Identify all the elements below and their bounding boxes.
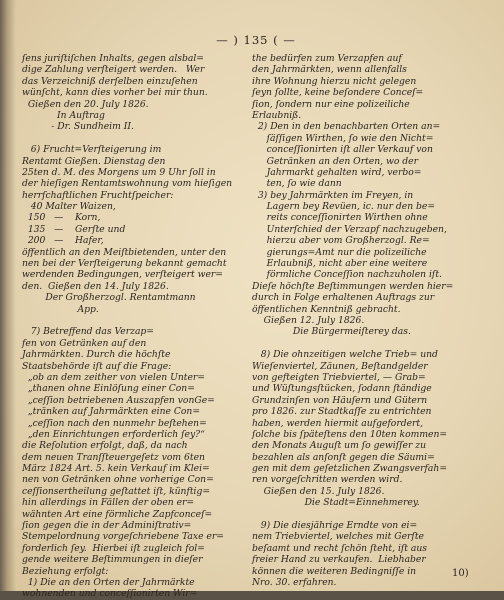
text-line: ten, ſo wie dann bbox=[252, 178, 342, 190]
text-line: Getränken an den Orten, wo der bbox=[252, 155, 419, 167]
text-line: Die Bürgermeiſterey das. bbox=[252, 326, 411, 338]
text-line: 1) Die an den Orten der Jahrmärkte bbox=[22, 576, 195, 588]
text-line: den. Gießen den 14. July 1826. bbox=[22, 280, 169, 292]
text-line: dem neuen Tranſſteuergeſetz vom 6ten bbox=[22, 451, 205, 463]
text-line: pro 1826. zur Stadtkaſſe zu entrichten bbox=[252, 406, 432, 418]
text-line: Erlaubniß. bbox=[252, 109, 302, 121]
text-line: wohnenden und conceſſionirten Wir= bbox=[22, 588, 198, 600]
text-line: „thanen ohne Einlöſung einer Con= bbox=[22, 383, 195, 395]
text-line: Gießen den 15. July 1826. bbox=[252, 485, 385, 497]
text-line: 6) Frucht=Verſteigerung im bbox=[22, 144, 162, 156]
text-line: März 1824 Art. 5. kein Verkauf im Klei= bbox=[22, 463, 210, 475]
text-line: 40 Malter Waizen, bbox=[22, 201, 116, 213]
text-line: ren vorgeſchritten werden wird. bbox=[252, 474, 403, 486]
signature-mark: 10) bbox=[452, 568, 469, 579]
text-line: dige Zahlung verſteigert werden. Wer bbox=[22, 64, 205, 76]
text-line: können die weiteren Bedingniſſe in bbox=[252, 565, 417, 577]
text-line: von gefteigten Triebviertel, — Grab= bbox=[252, 371, 426, 383]
text-line: Jahrmärkten. Durch die höchſte bbox=[22, 349, 171, 361]
text-line: durch in Folge erhaltenen Auftrags zur bbox=[252, 292, 435, 304]
text-line: 7) Betreffend das Verzap= bbox=[22, 326, 154, 338]
text-line: 3) bey Jahrmärkten im Freyen, in bbox=[252, 189, 414, 201]
text-line: gende weitere Beſtimmungen in dieſer bbox=[22, 554, 203, 566]
text-line: Beziehung erfolgt: bbox=[22, 565, 109, 577]
text-line: 150 — Korn, bbox=[22, 212, 101, 224]
text-line: und Wüſtungsſtücken, ſodann ſtändige bbox=[252, 383, 432, 395]
text-line: ſäſſigen Wirthen, ſo wie den Nicht= bbox=[252, 132, 434, 144]
text-line: öffentlichen Kenntniß gebracht. bbox=[252, 303, 401, 315]
right-column bbox=[252, 53, 474, 588]
text-line: 9) Die diesjährige Erndte von ei= bbox=[252, 520, 418, 532]
text-line: 200 — Hafer, bbox=[22, 235, 104, 247]
text-line: öffentlich an den Meiſtbietenden, unter den bbox=[22, 246, 227, 258]
text-line: ſeyn ſollte, keine beſondere Conceſ= bbox=[252, 87, 424, 99]
text-line: 2) Den in den benachbarten Orten an= bbox=[252, 121, 441, 133]
text-line: werdenden Bedingungen, verſteigert wer= bbox=[22, 269, 224, 281]
text-line: wünſcht, kann dies vorher bei mir thun. bbox=[22, 87, 208, 99]
page-number: — ) 135 ( — bbox=[216, 33, 296, 47]
text-line: gen mit dem geſetzlichen Zwangsverfah= bbox=[252, 463, 448, 475]
text-line: ihre Wohnung hierzu nicht gelegen bbox=[252, 75, 417, 87]
text-line: the bedürfen zum Verzapfen auf bbox=[252, 53, 402, 64]
text-line: Erlaubniß, nicht aber eine weitere bbox=[252, 258, 428, 270]
text-line: wähnten Art eine förmliche Zapfconceſ= bbox=[22, 508, 213, 520]
text-line: 25ten d. M. des Morgens um 9 Uhr ſoll in bbox=[22, 166, 216, 178]
text-line: herrſchaftlichen Fruchtſpeicher: bbox=[22, 189, 174, 201]
text-line: förmliche Conceſſion nachzuholen iſt. bbox=[252, 269, 442, 281]
text-line: Dieſe höchſte Beſtimmungen werden hier= bbox=[252, 280, 454, 292]
text-line: Wieſenviertel, Zäunen, Beſtandgelder bbox=[252, 360, 428, 372]
text-line: hierzu aber vom Großherzogl. Re= bbox=[252, 235, 430, 247]
text-line: „ceſſion betriebenen Auszapfen vonGe= bbox=[22, 394, 215, 406]
text-line: Lagern bey Revüen, ic. nur den be= bbox=[252, 201, 436, 213]
text-line: haben, werden hiermit aufgefordert, bbox=[252, 417, 424, 429]
text-line: ſens juriſtiſchen Inhalts, gegen alsbal= bbox=[22, 53, 204, 64]
text-line: Unterſchied der Verzapf nachzugeben, bbox=[252, 223, 447, 235]
text-line: 135 — Gerſte und bbox=[22, 223, 126, 235]
text-line: beſaamt und recht ſchön ſteht, iſt aus bbox=[252, 542, 428, 554]
text-line: 8) Die ohnzeitigen welche Trieb= und bbox=[252, 349, 438, 361]
text-line: forderlich ſey. Hierbei iſt zugleich fol= bbox=[22, 542, 205, 554]
text-line: - Dr. Sundheim II. bbox=[22, 121, 134, 133]
text-line bbox=[22, 133, 240, 144]
text-line: „ceſſion nach den nunmehr beſtehen= bbox=[22, 417, 207, 429]
text-line: Staatsbehörde iſt auf die Frage: bbox=[22, 360, 172, 372]
text-line: App. bbox=[22, 303, 99, 315]
text-line: den Monats Auguſt um ſo gewiſſer zu bbox=[252, 440, 427, 452]
text-line: Der Großherzogl. Rentamtmann bbox=[22, 292, 196, 304]
text-line: gierungs=Amt nur die polizeiliche bbox=[252, 246, 427, 258]
text-line: In Auftrag bbox=[22, 109, 105, 121]
text-line: ſion gegen die in der Adminiſtrativ= bbox=[22, 520, 192, 532]
text-line bbox=[252, 509, 474, 520]
text-line: fen von Getränken auf den bbox=[22, 337, 147, 349]
text-line: bezahlen als anſonſt gegen die Säumi= bbox=[252, 451, 435, 463]
text-line: freier Hand zu verkaufen. Liebhaber bbox=[252, 554, 426, 566]
text-line: Grundzinſen von Häuſern und Gütern bbox=[252, 394, 428, 406]
text-line: „ob an dem zeither von vielen Unter= bbox=[22, 371, 205, 383]
text-line: Rentamt Gießen. Dienstag den bbox=[22, 155, 166, 167]
text-line: Gießen 12. July 1826. bbox=[252, 314, 365, 326]
text-line: „tränken auf Jahrmärkten eine Con= bbox=[22, 406, 201, 418]
text-line: das Verzeichniß derſelben einzuſehen bbox=[22, 75, 198, 87]
text-line: „den Einrichtungen erforderlich ſey?“ bbox=[22, 428, 205, 440]
left-column bbox=[22, 53, 240, 600]
text-line: hin allerdings in Fällen der oben er= bbox=[22, 497, 195, 509]
text-line: den Jahrmärkten, wenn allenfalls bbox=[252, 64, 407, 76]
text-line: Gießen den 20. July 1826. bbox=[22, 98, 149, 110]
text-line: der hieſigen Rentamtswohnung vom hieſigen bbox=[22, 178, 233, 190]
text-line: nen von Getränken ohne vorherige Con= bbox=[22, 474, 214, 486]
text-line: die Reſolution erfolgt, daß, da nach bbox=[22, 440, 188, 452]
text-line: ceſſionsertheilung geſtattet iſt, künftig= bbox=[22, 485, 211, 497]
text-line: reits conceſſionirten Wirthen ohne bbox=[252, 212, 428, 224]
text-line: Jahrmarkt gehalten wird, verbo= bbox=[252, 166, 422, 178]
text-line: conceſſionirten iſt aller Verkauf von bbox=[252, 144, 433, 156]
text-line: Stempelordnung vorgeſchriebene Taxe er= bbox=[22, 531, 224, 543]
binding-shadow bbox=[0, 0, 16, 591]
text-line: Nro. 30. erfahren. bbox=[252, 576, 337, 588]
text-line: Die Stadt=Einnehmerey. bbox=[252, 497, 420, 509]
text-line bbox=[22, 315, 240, 326]
text-line: ſolche bis ſpäteſtens den 10ten kommen= bbox=[252, 428, 448, 440]
text-line: nem Triebviertel, welches mit Gerſte bbox=[252, 531, 424, 543]
text-line: ſion, ſondern nur eine polizeiliche bbox=[252, 98, 410, 110]
text-line bbox=[252, 338, 474, 349]
text-line: nen bei der Verſteigerung bekannt gemacht bbox=[22, 258, 227, 270]
